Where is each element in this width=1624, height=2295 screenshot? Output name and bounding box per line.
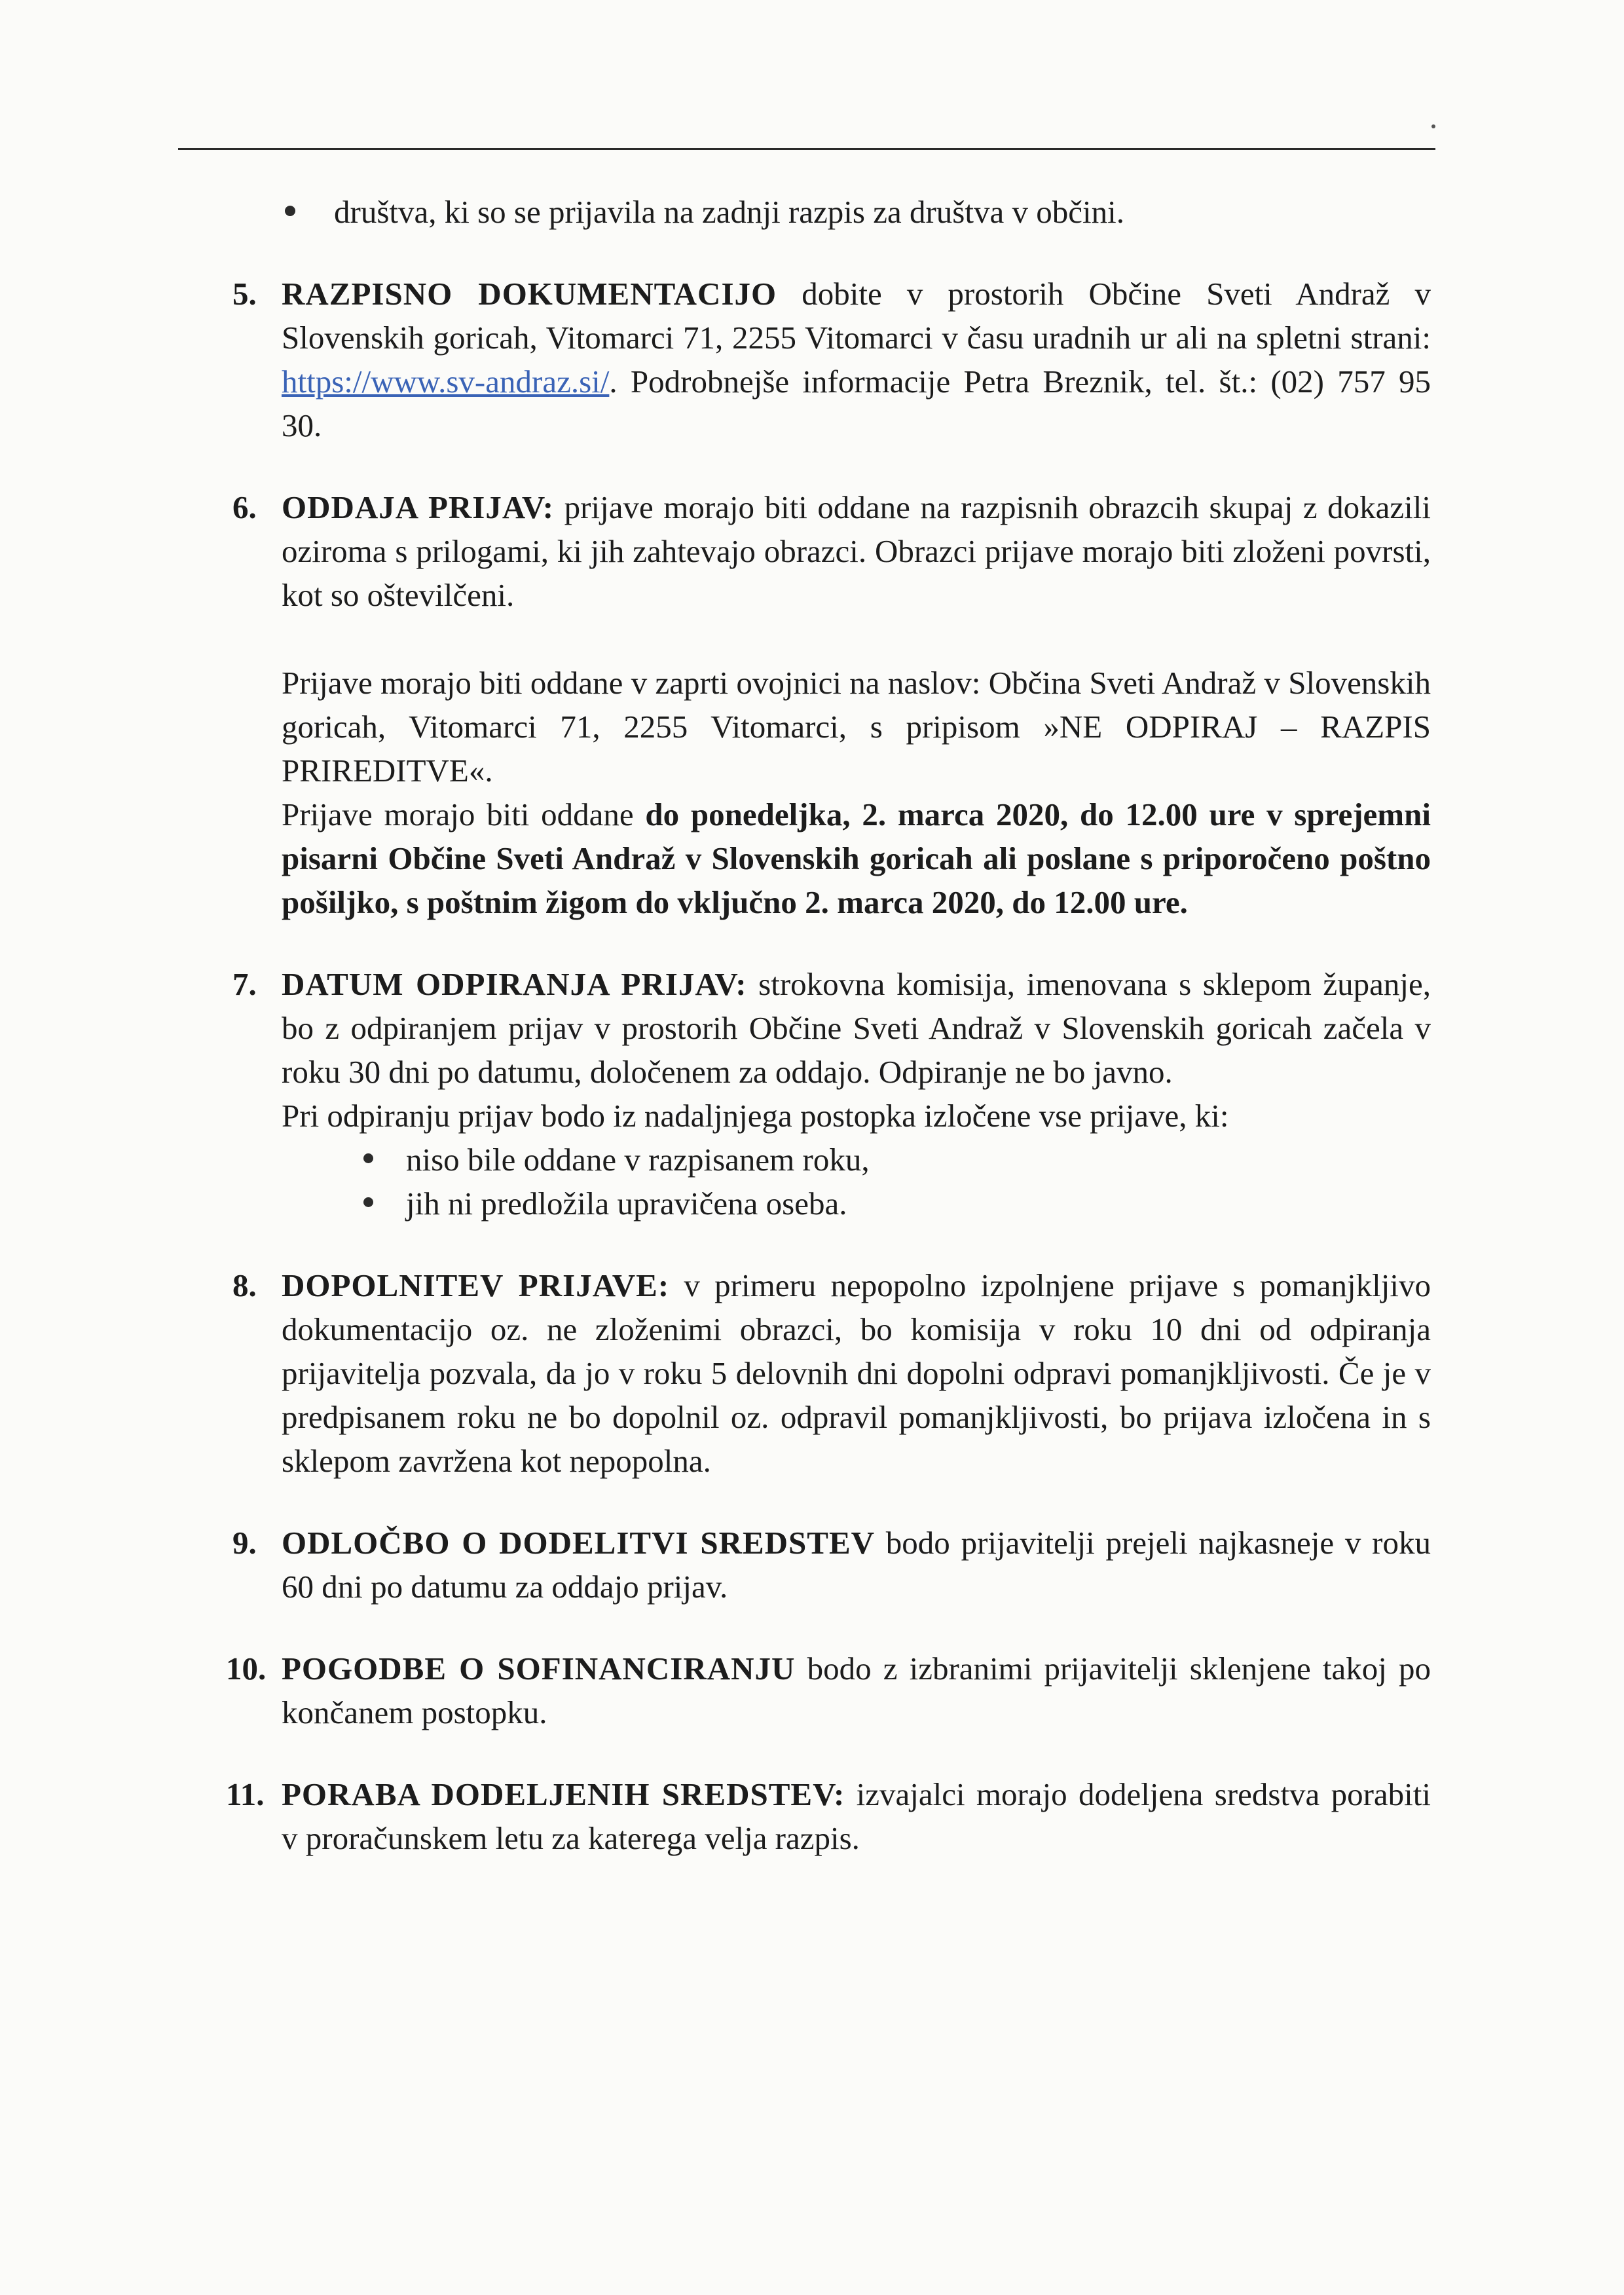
section-text: strokovna komisija, imenovana s sklepom županje, bo z odpiranjem prijav v prostorih Občine Sveti Andraž v Slovenskih goricah začela v roku 30 dni po datumu, določenem za oddajo. Odpiranje ne bo javno. [282, 966, 1431, 1090]
section-text: izvajalci morajo dodeljena sredstva porabiti v proračunskem letu za katerega velja razpis. [282, 1776, 1431, 1856]
exclusion-list [282, 1138, 1431, 1225]
bullet-dot-icon [285, 206, 295, 216]
section-text: prijave morajo biti oddane na razpisnih obrazcih skupaj z dokazili oziroma s prilogami, ki jih zahtevajo obrazci. Obrazci prijave morajo biti zloženi povrsti, kot so oštevilčeni. [282, 489, 1431, 613]
section-heading: RAZPISNO DOKUMENTACIJO [282, 276, 777, 312]
section-paragraph [282, 272, 1431, 447]
section-heading: DOPOLNITEV PRIJAVE: [282, 1267, 670, 1303]
section-paragraph [282, 1521, 1431, 1609]
deadline-text: Prijave morajo biti oddane [282, 796, 646, 832]
section-number: 6. [232, 489, 257, 525]
section-5 [232, 272, 1431, 447]
section-6 [232, 485, 1431, 924]
section-number: 10. [226, 1651, 267, 1687]
document-body [226, 183, 1431, 1860]
section-text: v primeru nepopolno izpolnjene prijave s pomanjkljivo dokumentacijo oz. ne zloženimi obrazci, bo komisija v roku 10 dni od odpiranja prijavitelja pozvala, da jo v roku 5 delovnih dni dopolni odpravi pomanjkljivosti. Če je v predpisanem roku ne bo dopolnil oz. odpravil pomanjkljivosti, bo prijava izločena in s sklepom zavržena kot nepopolna. [282, 1267, 1431, 1479]
section-9 [232, 1521, 1431, 1609]
bullet-item [232, 190, 1431, 234]
section-10 [226, 1647, 1431, 1734]
section-heading: PORABA DODELJENIH SREDSTEV: [282, 1776, 845, 1812]
bullet-dot-icon [363, 1197, 373, 1207]
list-item [282, 1138, 1431, 1182]
bullet-dot-icon [363, 1153, 373, 1163]
section-paragraph [282, 1647, 1431, 1734]
section-paragraph [282, 1263, 1431, 1483]
section-paragraph [282, 485, 1431, 617]
address-paragraph: Prijave morajo biti oddane v zaprti ovojnici na naslov: Občina Sveti Andraž v Slovenskih goricah, Vitomarci 71, 2255 Vitomarci, s pripisom »NE ODPIRAJ – RAZPIS PRIREDITVE«. [282, 665, 1431, 789]
section-heading: ODDAJA PRIJAV: [282, 489, 555, 525]
section-8 [232, 1263, 1431, 1483]
section-paragraph [282, 962, 1431, 1094]
list-item-text: niso bile oddane v razpisanem roku, [406, 1142, 870, 1178]
section-text-end: . Podrobnejše informacije Petra Breznik, tel. št.: (02) 757 95 30. [282, 364, 1431, 443]
section-number: 8. [232, 1267, 257, 1303]
deadline-paragraph [282, 793, 1431, 924]
section-number: 11. [226, 1776, 265, 1812]
section-heading: POGODBE O SOFINANCIRANJU [282, 1651, 796, 1687]
section-text: bodo prijavitelji prejeli najkasneje v roku 60 dni po datumu za oddajo prijav. [282, 1525, 1431, 1605]
scan-speck [1431, 124, 1435, 128]
section-11 [226, 1772, 1431, 1860]
website-link[interactable]: https://www.sv-andraz.si/ [282, 364, 610, 400]
section-heading: DATUM ODPIRANJA PRIJAV: [282, 966, 747, 1002]
deadline-bold-text: do ponedeljka, 2. marca 2020, do 12.00 ure v sprejemni pisarni Občine Sveti Andraž v Slovenskih goricah ali poslane s priporočeno poštno pošiljko, s poštnim žigom do vključno 2. marca 2020, do 12.00 ure. [282, 796, 1431, 920]
section-heading: ODLOČBO O DODELITVI SREDSTEV [282, 1525, 876, 1561]
section-paragraph [282, 1772, 1431, 1860]
section-number: 9. [232, 1525, 257, 1561]
section-7 [232, 962, 1431, 1225]
section-text: bodo z izbranimi prijavitelji sklenjene takoj po končanem postopku. [282, 1651, 1431, 1730]
exclusion-intro: Pri odpiranju prijav bodo iz nadaljnjega postopka izločene vse prijave, ki: [282, 1098, 1229, 1134]
section-number: 7. [232, 966, 257, 1002]
section-text: dobite v prostorih Občine Sveti Andraž v Slovenskih goricah, Vitomarci 71, 2255 Vitomarci v času uradnih ur ali na spletni strani: [282, 276, 1431, 356]
list-item [282, 1182, 1431, 1225]
list-item-text: jih ni predložila upravičena oseba. [406, 1185, 847, 1222]
header-rule [178, 148, 1435, 150]
bullet-text: društva, ki so se prijavila na zadnji razpis za društva v občini. [334, 194, 1124, 230]
section-number: 5. [232, 276, 257, 312]
